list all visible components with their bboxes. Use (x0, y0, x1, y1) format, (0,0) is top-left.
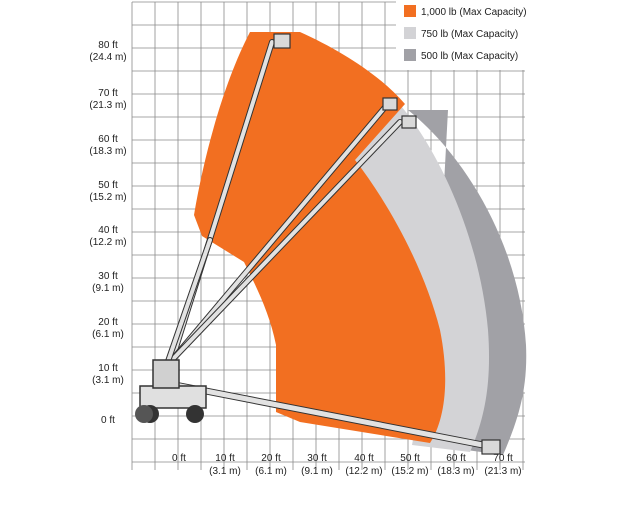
y-tick-m: (6.1 m) (92, 329, 124, 340)
y-tick-label (89, 225, 126, 248)
base-turret (153, 360, 179, 388)
x-tick-ft: 10 ft (215, 453, 235, 464)
y-axis-labels (89, 40, 126, 426)
legend-item (404, 5, 527, 18)
x-tick-ft: 70 ft (493, 453, 513, 464)
y-tick-label (89, 88, 126, 111)
legend-swatch (404, 27, 416, 39)
legend-item (404, 49, 518, 62)
x-axis-labels (172, 453, 522, 477)
x-tick-ft: 20 ft (261, 453, 281, 464)
x-tick-ft: 30 ft (307, 453, 327, 464)
x-tick-label (391, 453, 428, 477)
x-tick-m: (12.2 m) (345, 466, 383, 477)
base-body (140, 386, 206, 408)
x-tick-ft: 0 ft (172, 453, 186, 464)
x-tick-label (209, 453, 241, 477)
platform-top (274, 34, 290, 48)
platform-upper (383, 98, 397, 110)
y-tick-label (92, 317, 124, 340)
y-tick-m: (15.2 m) (89, 192, 127, 203)
y-tick-m: (18.3 m) (89, 146, 127, 157)
y-tick-label (89, 134, 126, 157)
legend-swatch (404, 5, 416, 17)
y-tick-ft: 60 ft (98, 134, 118, 145)
legend-label: 1,000 lb (Max Capacity) (421, 7, 527, 18)
y-tick-m: (12.2 m) (89, 237, 127, 248)
x-tick-m: (18.3 m) (437, 466, 475, 477)
y-tick-label (92, 271, 124, 294)
x-tick-label (484, 453, 521, 477)
y-tick-label (101, 415, 115, 426)
y-tick-label (92, 363, 124, 386)
wheel-rear-2 (135, 405, 153, 423)
y-tick-ft: 10 ft (98, 363, 118, 374)
y-tick-m: (3.1 m) (92, 375, 124, 386)
x-tick-ft: 40 ft (354, 453, 374, 464)
y-tick-m: (9.1 m) (92, 283, 124, 294)
boom-lower-arm-face (165, 240, 210, 370)
x-tick-ft: 60 ft (446, 453, 466, 464)
y-tick-ft: 50 ft (98, 180, 118, 191)
x-tick-label (172, 453, 186, 464)
y-tick-label (89, 40, 126, 63)
y-tick-ft: 0 ft (101, 415, 115, 426)
x-tick-label (301, 453, 333, 477)
legend-item (404, 27, 518, 40)
y-tick-ft: 80 ft (98, 40, 118, 51)
x-tick-ft: 50 ft (400, 453, 420, 464)
legend-swatch (404, 49, 416, 61)
x-tick-m: (9.1 m) (301, 466, 333, 477)
x-tick-m: (6.1 m) (255, 466, 287, 477)
y-tick-ft: 20 ft (98, 317, 118, 328)
platform-mid (402, 116, 416, 128)
platform-horizontal (482, 440, 500, 454)
y-tick-ft: 40 ft (98, 225, 118, 236)
y-tick-ft: 70 ft (98, 88, 118, 99)
wheel-front (186, 405, 204, 423)
y-tick-ft: 30 ft (98, 271, 118, 282)
x-tick-m: (3.1 m) (209, 466, 241, 477)
x-tick-label (255, 453, 287, 477)
x-tick-m: (15.2 m) (391, 466, 429, 477)
legend (396, 0, 527, 70)
y-tick-m: (21.3 m) (89, 100, 127, 111)
legend-label: 500 lb (Max Capacity) (421, 51, 519, 62)
lift-base (135, 360, 206, 423)
x-tick-label (437, 453, 474, 477)
legend-label: 750 lb (Max Capacity) (421, 29, 519, 40)
y-tick-m: (24.4 m) (89, 52, 127, 63)
x-tick-label (345, 453, 382, 477)
x-tick-m: (21.3 m) (484, 466, 522, 477)
y-tick-label (89, 180, 126, 203)
